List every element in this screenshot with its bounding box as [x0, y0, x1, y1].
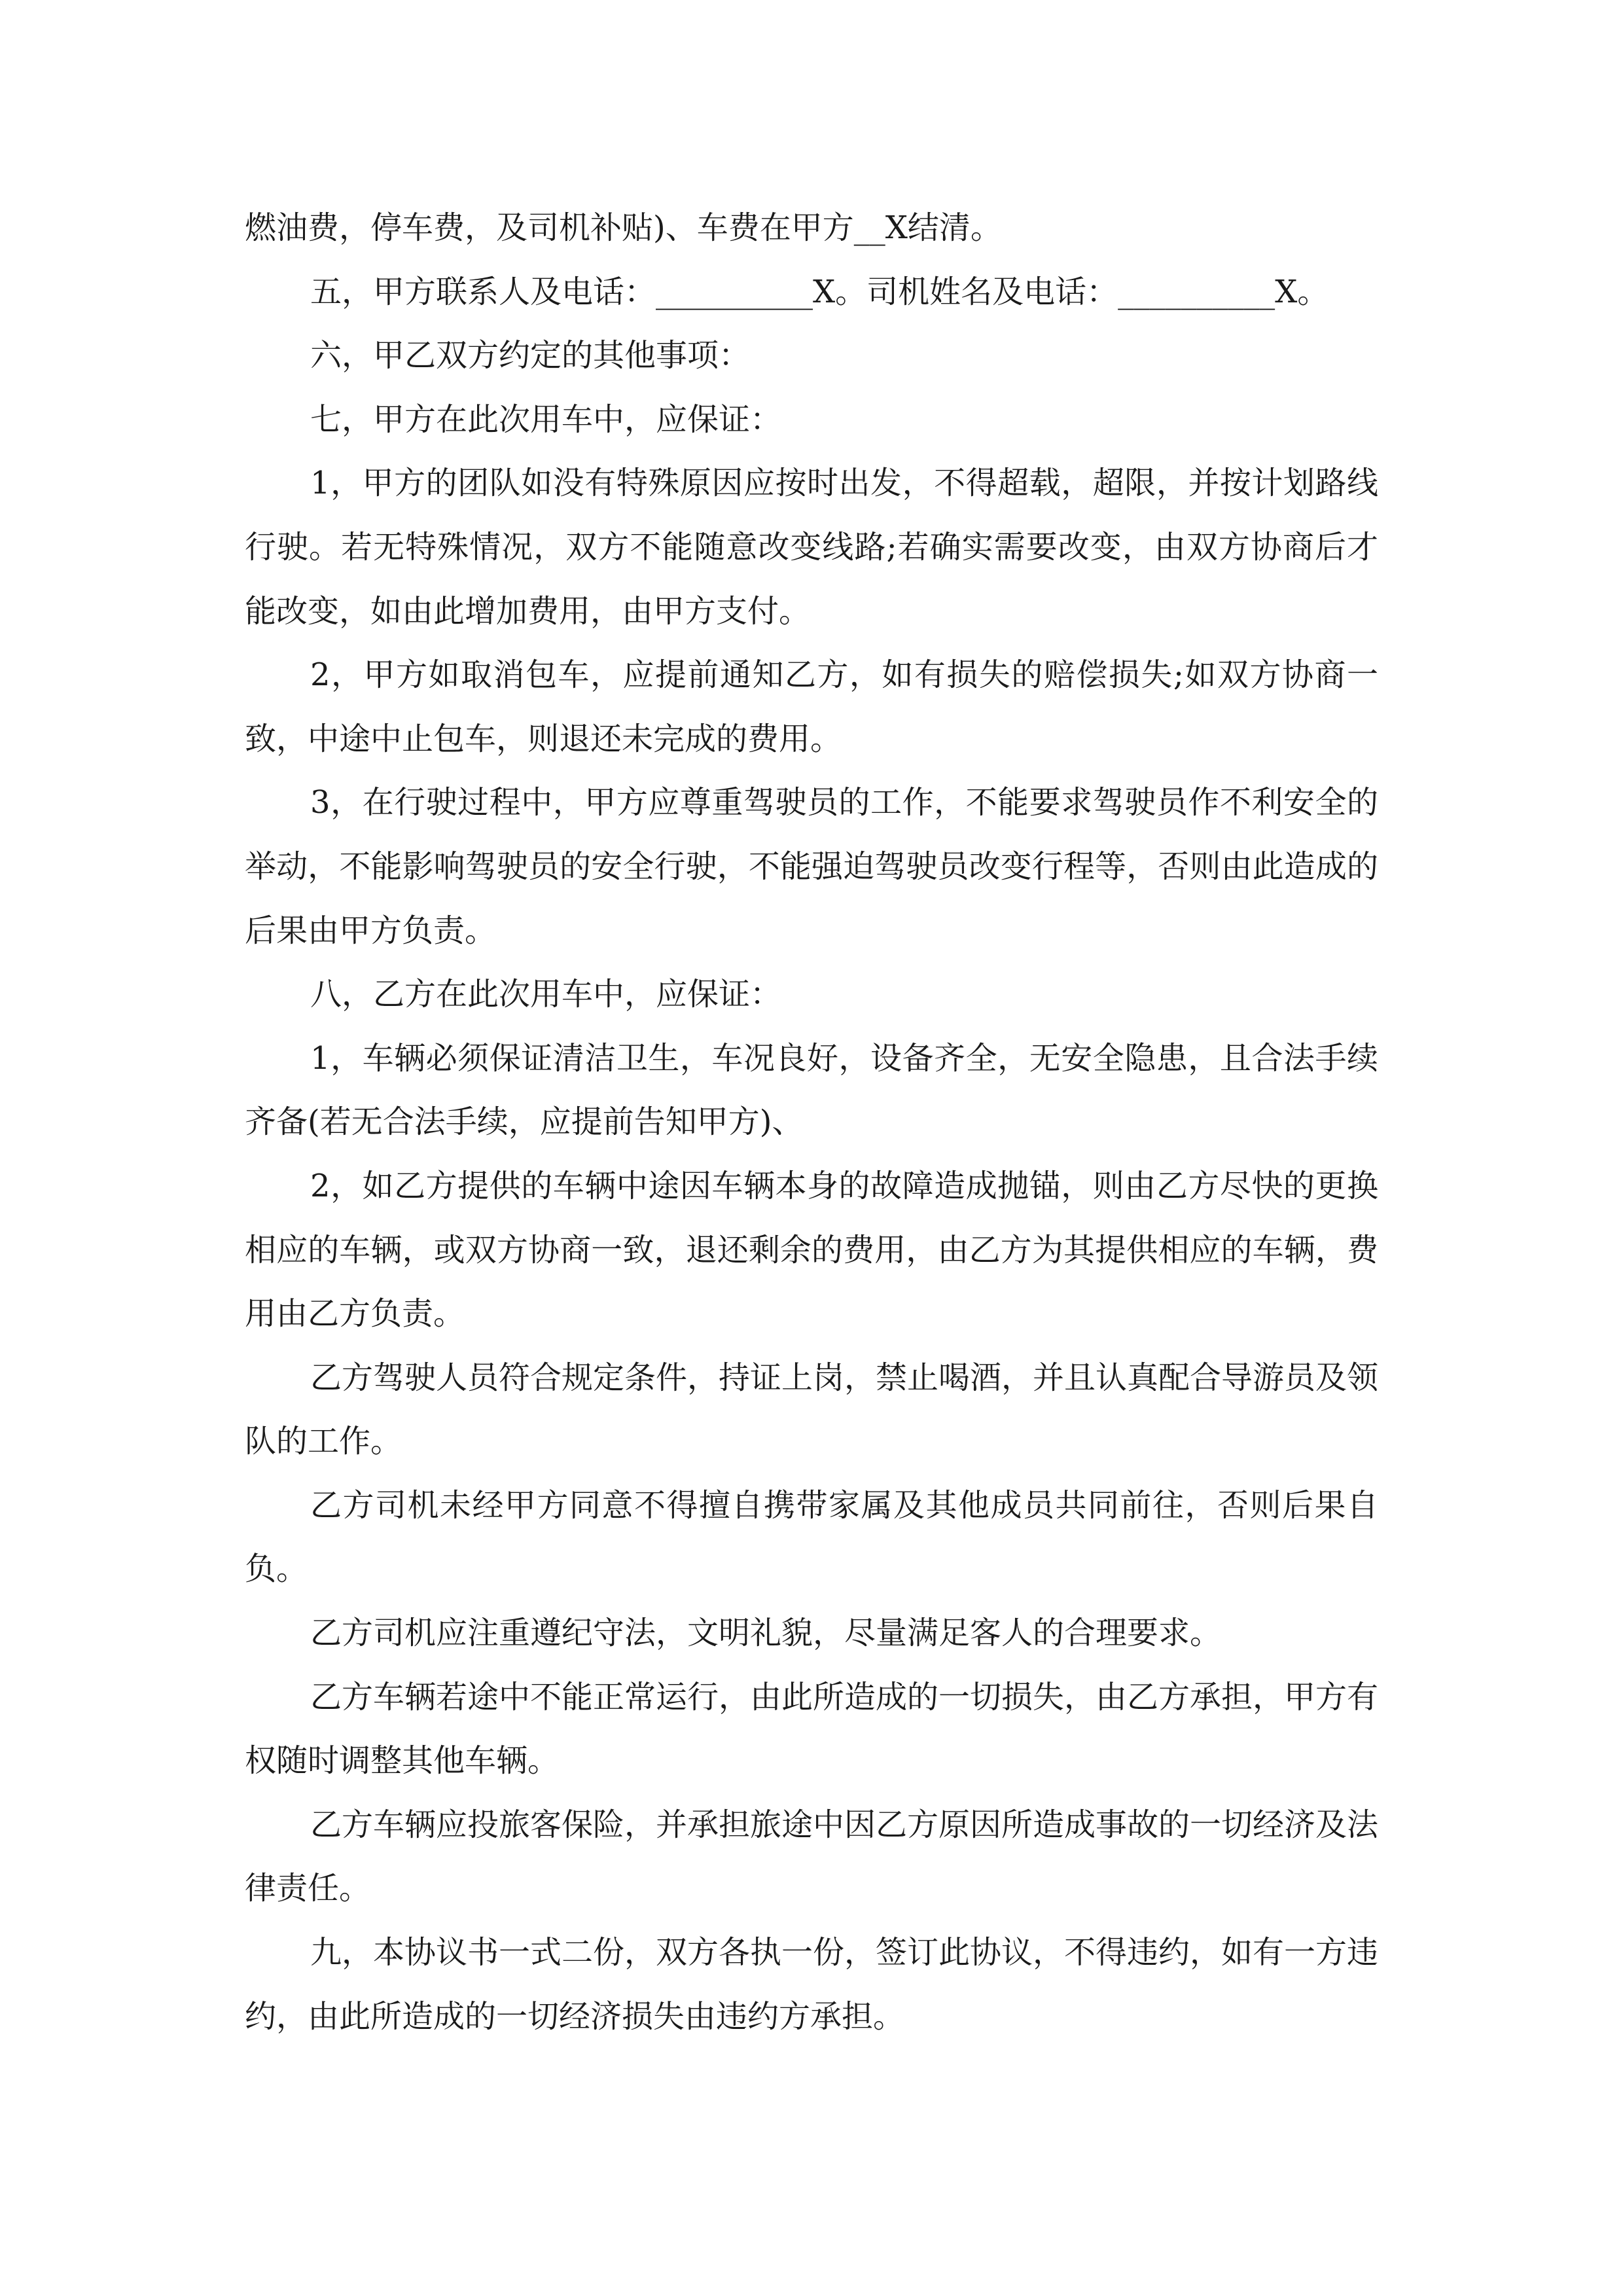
paragraph-clause-9-copies: 九，本协议书一式二份，双方各执一份，签订此协议，不得违约，如有一方违约，由此所造成的一切经济损失由违约方承担。 [245, 1934, 1379, 2035]
paragraph-clause-6-other-matters: 六，甲乙双方约定的其他事项： [310, 337, 751, 374]
paragraph-clause-5-contacts: 五，甲方联系人及电话：__________X。司机姓名及电话：__________X。 [310, 273, 1329, 310]
paragraph-clause-7-item-1: 1，甲方的团队如没有特殊原因应按时出发，不得超载，超限，并按计划路线行驶。若无特殊情况，双方不能随意改变线路;若确实需要改变，由双方协商后才能改变，如由此增加费用，由甲方支付。 [245, 465, 1378, 630]
paragraph-driver-conduct: 乙方司机应注重遵纪守法，文明礼貌，尽量满足客人的合理要求。 [310, 1615, 1222, 1652]
paragraph-fuel-fee-continuation: 燃油费，停车费，及司机补贴)、车费在甲方__X结清。 [245, 209, 1002, 246]
paragraph-driver-requirements: 乙方驾驶人员符合规定条件，持证上岗，禁止喝酒，并且认真配合导游员及领队的工作。 [245, 1359, 1379, 1460]
paragraph-clause-7-item-2: 2，甲方如取消包车，应提前通知乙方，如有损失的赔偿损失;如双方协商一致，中途中止包车，则退还未完成的费用。 [245, 656, 1378, 757]
paragraph-clause-7-party-a-guarantee: 七，甲方在此次用车中，应保证： [310, 401, 782, 438]
paragraph-clause-8-item-1: 1，车辆必须保证清洁卫生，车况良好，设备齐全，无安全隐患，且合法手续齐备(若无合法手续，应提前告知甲方)、 [245, 1039, 1378, 1141]
paragraph-vehicle-insurance: 乙方车辆应投旅客保险，并承担旅途中因乙方原因所造成事故的一切经济及法律责任。 [245, 1806, 1379, 1907]
document-body [245, 196, 1378, 2049]
paragraph-clause-8-party-b-guarantee: 八，乙方在此次用车中，应保证： [310, 976, 782, 1013]
paragraph-vehicle-breakdown: 乙方车辆若途中不能正常运行，由此所造成的一切损失，由乙方承担，甲方有权随时调整其他车辆。 [245, 1678, 1379, 1780]
paragraph-clause-8-item-2: 2，如乙方提供的车辆中途因车辆本身的故障造成抛锚，则由乙方尽快的更换相应的车辆，或双方协商一致，退还剩余的费用，由乙方为其提供相应的车辆，费用由乙方负责。 [245, 1167, 1378, 1333]
paragraph-driver-no-family: 乙方司机未经甲方同意不得擅自携带家属及其他成员共同前往，否则后果自负。 [245, 1486, 1378, 1588]
paragraph-clause-7-item-3: 3，在行驶过程中，甲方应尊重驾驶员的工作，不能要求驾驶员作不利安全的举动，不能影响驾驶员的安全行驶，不能强迫驾驶员改变行程等，否则由此造成的后果由甲方负责。 [245, 784, 1378, 949]
